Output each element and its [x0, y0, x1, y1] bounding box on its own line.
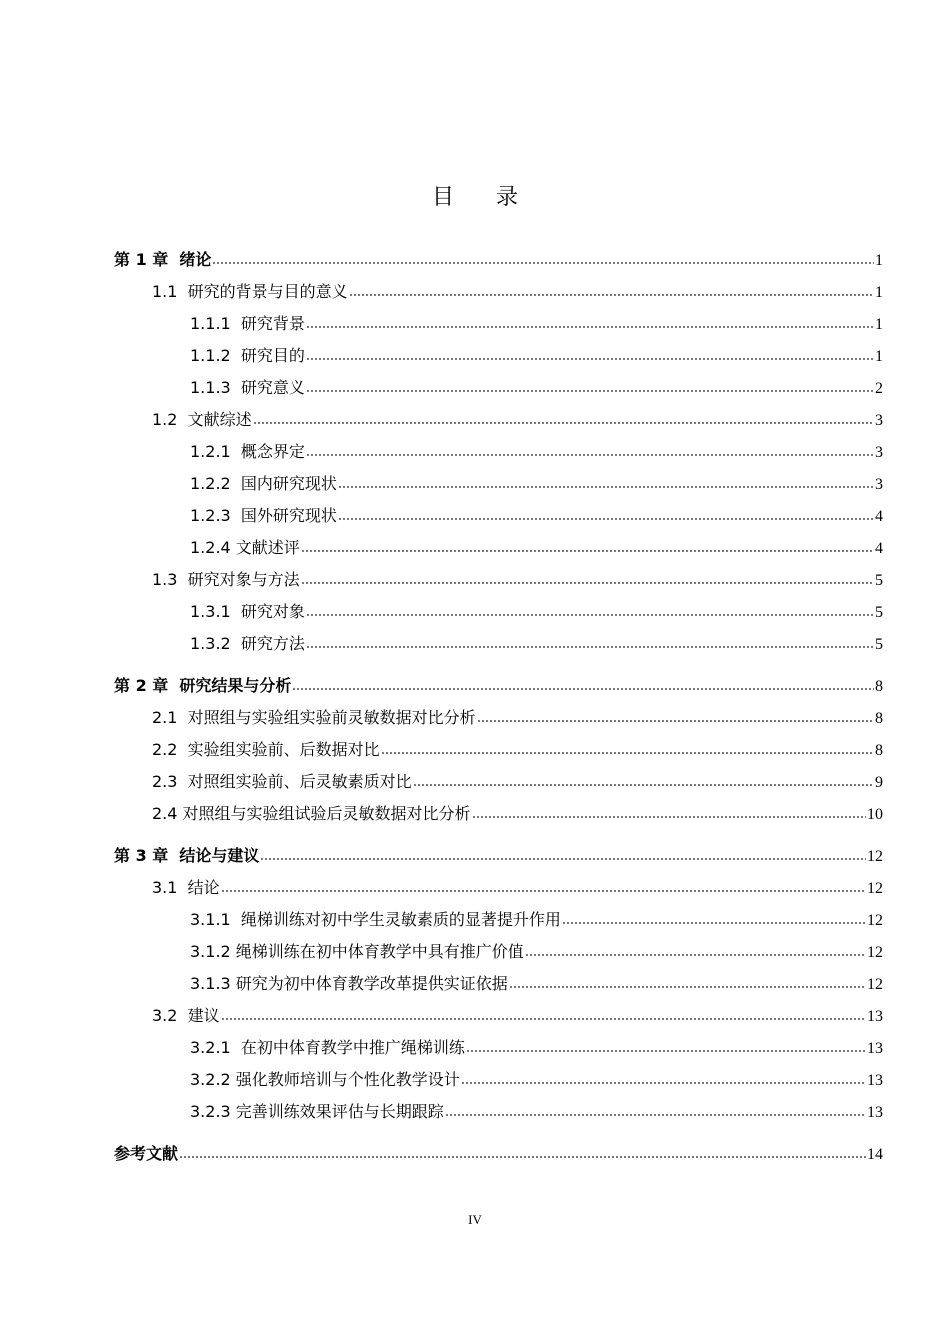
toc-entry-page: 12	[867, 848, 883, 865]
toc-entry[interactable]	[114, 500, 883, 532]
toc-entry[interactable]	[114, 276, 883, 308]
toc-entry-page: 5	[875, 636, 883, 653]
toc-entry-page: 2	[875, 380, 883, 397]
dot-leader	[525, 954, 866, 956]
dot-leader	[306, 326, 874, 328]
toc-entry[interactable]	[114, 564, 883, 596]
toc-entry-page: 14	[867, 1146, 883, 1163]
toc-entry[interactable]	[114, 670, 883, 702]
toc-entry[interactable]	[114, 340, 883, 372]
toc-entry-label: 3.2.3 完善训练效果评估与长期跟踪	[190, 1102, 444, 1121]
toc-entry[interactable]	[114, 1138, 883, 1170]
toc-entry[interactable]	[114, 734, 883, 766]
dot-leader	[466, 1050, 866, 1052]
toc-entry-label: 1.1 研究的背景与目的意义	[152, 282, 348, 301]
dot-leader	[349, 294, 874, 296]
toc-entry-page: 12	[867, 912, 883, 929]
toc-entry-label: 参考文献	[114, 1144, 179, 1163]
toc-entry-page: 13	[867, 1008, 883, 1025]
dot-leader	[338, 486, 874, 488]
toc-entry[interactable]	[114, 596, 883, 628]
toc-entry[interactable]	[114, 628, 883, 660]
dot-leader	[562, 922, 866, 924]
toc-entry-label: 2.1 对照组与实验组实验前灵敏数据对比分析	[152, 708, 476, 727]
dot-leader	[381, 752, 874, 754]
toc-entry-label: 3.1 结论	[152, 878, 220, 897]
dot-leader	[306, 614, 874, 616]
dot-leader	[461, 1082, 866, 1084]
dot-leader	[472, 816, 866, 818]
dot-leader	[509, 986, 866, 988]
toc-entry-label: 1.2 文献综述	[152, 410, 252, 429]
toc-entry[interactable]	[114, 702, 883, 734]
toc-entry[interactable]	[114, 468, 883, 500]
toc-entry-page: 12	[867, 880, 883, 897]
dot-leader	[306, 454, 874, 456]
toc-entry-label: 1.3.1 研究对象	[190, 602, 305, 621]
toc-entry-page: 10	[867, 806, 883, 823]
toc-entry-page: 12	[867, 976, 883, 993]
toc-entry[interactable]	[114, 1000, 883, 1032]
toc-entry-label: 1.3.2 研究方法	[190, 634, 305, 653]
toc-entry-label: 1.2.2 国内研究现状	[190, 474, 337, 493]
dot-leader	[306, 358, 874, 360]
toc-entry-page: 1	[875, 252, 883, 269]
toc-entry-label: 1.2.1 概念界定	[190, 442, 305, 461]
dot-leader	[445, 1114, 866, 1116]
toc-entry-page: 3	[875, 444, 883, 461]
toc-entry-label: 第 1 章 绪论	[114, 250, 212, 269]
toc-entry[interactable]	[114, 404, 883, 436]
toc-entry-page: 12	[867, 944, 883, 961]
table-of-contents	[114, 244, 883, 1170]
toc-entry-label: 第 2 章 研究结果与分析	[114, 676, 292, 695]
toc-entry[interactable]	[114, 244, 883, 276]
toc-entry[interactable]	[114, 532, 883, 564]
dot-leader	[212, 262, 874, 264]
dot-leader	[221, 1018, 866, 1020]
toc-entry-label: 1.3 研究对象与方法	[152, 570, 300, 589]
toc-entry-page: 13	[867, 1072, 883, 1089]
toc-entry-page: 3	[875, 412, 883, 429]
toc-entry-page: 13	[867, 1040, 883, 1057]
dot-leader	[292, 688, 874, 690]
dot-leader	[413, 784, 874, 786]
toc-entry[interactable]	[114, 1032, 883, 1064]
dot-leader	[306, 646, 874, 648]
dot-leader	[477, 720, 874, 722]
toc-entry-label: 第 3 章 结论与建议	[114, 846, 260, 865]
toc-entry-page: 8	[875, 742, 883, 759]
dot-leader	[221, 890, 866, 892]
toc-entry-page: 9	[875, 774, 883, 791]
dot-leader	[338, 518, 874, 520]
toc-entry-label: 1.1.2 研究目的	[190, 346, 305, 365]
toc-entry-label: 3.1.2 绳梯训练在初中体育教学中具有推广价值	[190, 942, 524, 961]
toc-entry[interactable]	[114, 1064, 883, 1096]
toc-entry-label: 2.2 实验组实验前、后数据对比	[152, 740, 380, 759]
dot-leader	[253, 422, 874, 424]
toc-entry-label: 1.1.3 研究意义	[190, 378, 305, 397]
toc-entry-page: 5	[875, 572, 883, 589]
dot-leader	[260, 858, 866, 860]
toc-entry-page: 3	[875, 476, 883, 493]
toc-entry[interactable]	[114, 904, 883, 936]
toc-entry-page: 1	[875, 348, 883, 365]
toc-entry-label: 2.4 对照组与实验组试验后灵敏数据对比分析	[152, 804, 471, 823]
toc-entry-page: 8	[875, 710, 883, 727]
toc-entry-label: 1.2.3 国外研究现状	[190, 506, 337, 525]
toc-entry-page: 13	[867, 1104, 883, 1121]
toc-entry-page: 4	[875, 540, 883, 557]
dot-leader	[306, 390, 874, 392]
toc-entry-page: 1	[875, 284, 883, 301]
toc-entry[interactable]	[114, 372, 883, 404]
toc-entry-page: 1	[875, 316, 883, 333]
dot-leader	[179, 1156, 866, 1158]
toc-entry-label: 1.2.4 文献述评	[190, 538, 300, 557]
dot-leader	[301, 550, 874, 552]
toc-entry[interactable]	[114, 840, 883, 872]
toc-entry-label: 3.2.1 在初中体育教学中推广绳梯训练	[190, 1038, 465, 1057]
toc-entry-label: 1.1.1 研究背景	[190, 314, 305, 333]
toc-entry-page: 5	[875, 604, 883, 621]
toc-entry[interactable]	[114, 1096, 883, 1128]
toc-entry-label: 3.1.1 绳梯训练对初中学生灵敏素质的显著提升作用	[190, 910, 561, 929]
toc-entry[interactable]	[114, 936, 883, 968]
toc-entry-label: 3.2.2 强化教师培训与个性化教学设计	[190, 1070, 460, 1089]
toc-entry-label: 2.3 对照组实验前、后灵敏素质对比	[152, 772, 412, 791]
toc-entry-label: 3.1.3 研究为初中体育教学改革提供实证依据	[190, 974, 508, 993]
toc-entry[interactable]	[114, 872, 883, 904]
toc-title: 目录	[431, 185, 560, 210]
dot-leader	[301, 582, 874, 584]
toc-entry-label: 3.2 建议	[152, 1006, 220, 1025]
page-number: IV	[468, 1212, 482, 1227]
toc-entry[interactable]	[114, 798, 883, 830]
toc-entry[interactable]	[114, 436, 883, 468]
toc-entry[interactable]	[114, 308, 883, 340]
toc-entry-page: 4	[875, 508, 883, 525]
toc-entry-page: 8	[875, 678, 883, 695]
toc-entry[interactable]	[114, 766, 883, 798]
toc-entry[interactable]	[114, 968, 883, 1000]
